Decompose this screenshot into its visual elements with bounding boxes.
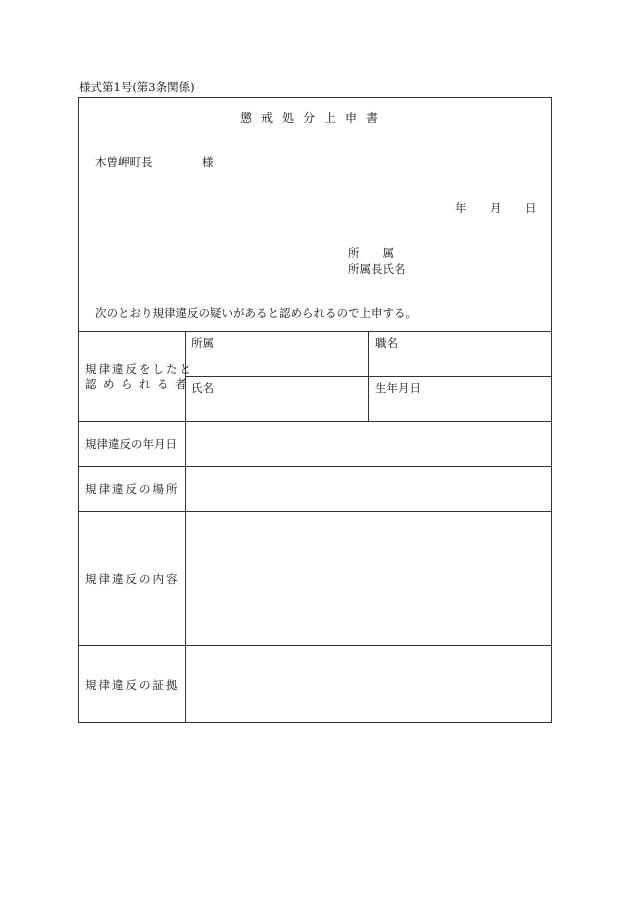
affiliation-label: 所属 bbox=[191, 336, 214, 350]
divider bbox=[78, 645, 552, 646]
date-month: 月 bbox=[490, 201, 502, 215]
violation-place-label: 規律違反の場所 bbox=[85, 482, 180, 496]
form-title: 懲戒処分上申書 bbox=[240, 111, 388, 125]
sender-affiliation: 所 属 bbox=[348, 246, 394, 260]
addressee-name: 木曽岬町長 bbox=[95, 155, 153, 169]
sender-head-name: 所属長氏名 bbox=[348, 262, 406, 276]
divider bbox=[78, 421, 552, 422]
form-number: 様式第1号(第3条関係) bbox=[79, 80, 195, 94]
birthdate-label: 生年月日 bbox=[375, 381, 421, 395]
statement-text: 次のとおり規律違反の疑いがあると認められるので上申する。 bbox=[95, 306, 417, 320]
violation-date-label: 規律違反の年月日 bbox=[85, 437, 177, 451]
name-label: 氏名 bbox=[191, 381, 214, 395]
date-day: 日 bbox=[525, 201, 537, 215]
violation-content-label: 規律違反の内容 bbox=[85, 572, 180, 586]
violation-evidence-label: 規律違反の証拠 bbox=[85, 678, 180, 692]
column-divider bbox=[368, 331, 369, 421]
divider bbox=[78, 466, 552, 467]
divider bbox=[78, 511, 552, 512]
date-year: 年 bbox=[455, 201, 467, 215]
divider bbox=[78, 331, 552, 332]
person-label-line2: 認められる者 bbox=[85, 377, 193, 391]
position-label: 職名 bbox=[375, 336, 398, 350]
addressee-honorific: 様 bbox=[202, 155, 214, 169]
form-frame bbox=[78, 97, 552, 723]
person-label-line1: 規律違反をしたと bbox=[85, 362, 193, 376]
